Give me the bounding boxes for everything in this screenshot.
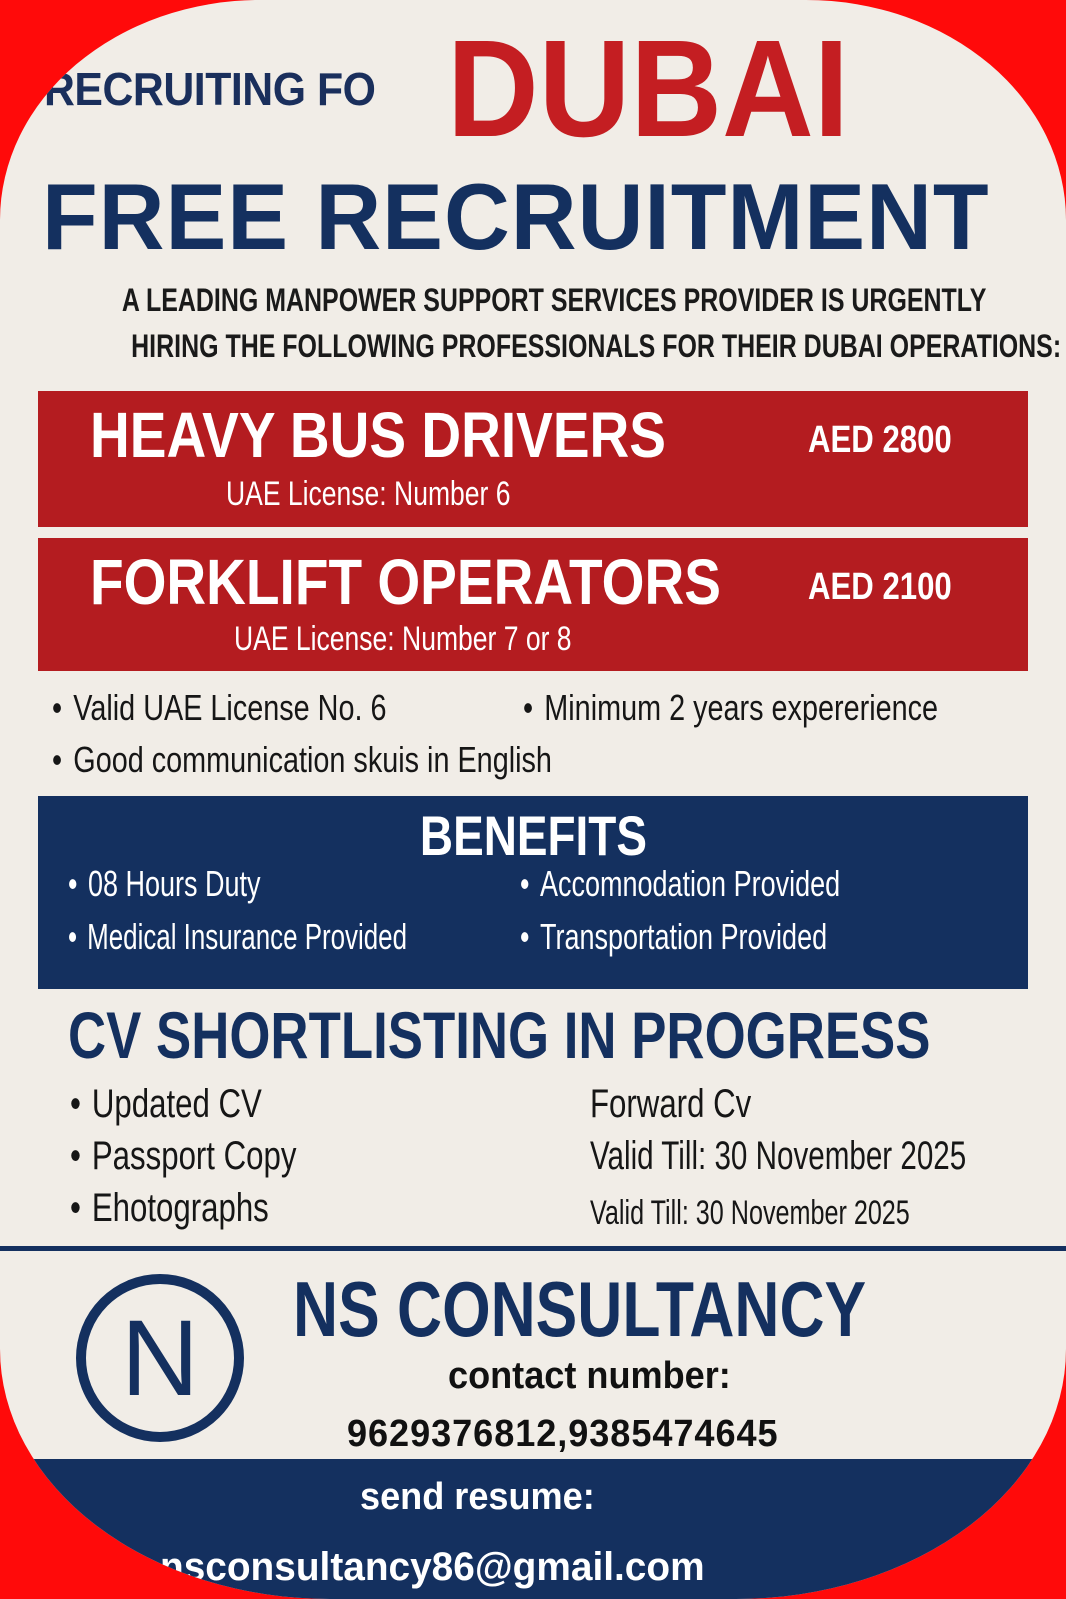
requirement-item: • Valid UAE License No. 6	[52, 690, 470, 726]
headline: FREE RECRUITMENT	[42, 164, 990, 269]
contact-number-label: contact number:	[448, 1355, 731, 1397]
job-card-bus-drivers	[38, 391, 1028, 527]
document-item: • Ehotographs	[70, 1188, 325, 1228]
location-title: DUBAI	[447, 12, 850, 166]
benefits-panel	[38, 796, 1028, 989]
job-salary: AED 2100	[808, 566, 952, 608]
contact-email-link[interactable]: nsconsultancy86@gmail.com	[160, 1545, 705, 1589]
valid-till-date-secondary: Valid Till: 30 November 2025	[590, 1194, 910, 1232]
benefits-title: BENEFITS	[419, 804, 647, 867]
job-title: HEAVY BUS DRIVERS	[90, 399, 667, 471]
valid-till-date: Valid Till: 30 November 2025	[590, 1134, 967, 1178]
company-name: NS CONSULTANCY	[293, 1265, 867, 1353]
document-item: • Updated CV	[70, 1084, 316, 1124]
benefit-item: • Medical Insurance Provided	[68, 919, 539, 955]
intro-line-1: A LEADING MANPOWER SUPPORT SERVICES PROVIDER IS URGENTLY	[121, 282, 987, 318]
requirement-item: • Minimum 2 years expererience	[523, 690, 1042, 726]
company-logo-icon: N	[76, 1274, 244, 1442]
benefit-item: • Transportation Provided	[520, 919, 929, 955]
benefit-item: • Accomnodation Provided	[520, 866, 947, 902]
job-title: FORKLIFT OPERATORS	[90, 546, 721, 618]
job-card-forklift-operators	[38, 538, 1028, 671]
document-item: • Passport Copy	[70, 1136, 360, 1176]
cv-shortlisting-title: CV SHORTLISTING IN PROGRESS	[68, 998, 931, 1072]
benefit-item: • 08 Hours Duty	[68, 866, 325, 902]
intro-line-2: HIRING THE FOLLOWING PROFESSIONALS FOR THEIR DUBAI OPERATIONS:	[131, 328, 1062, 364]
job-license: UAE License: Number 6	[226, 475, 511, 513]
phone-numbers[interactable]: 9629376812,9385474645	[347, 1413, 779, 1455]
send-resume-label: send resume:	[360, 1476, 595, 1518]
requirement-item: • Good communication skuis in English	[52, 742, 677, 778]
job-salary: AED 2800	[808, 419, 952, 461]
forward-cv-label: Forward Cv	[590, 1082, 752, 1126]
job-license: UAE License: Number 7 or 8	[234, 620, 572, 658]
recruiting-label: RECRUITING FO	[44, 63, 376, 115]
section-divider	[0, 1246, 1066, 1251]
